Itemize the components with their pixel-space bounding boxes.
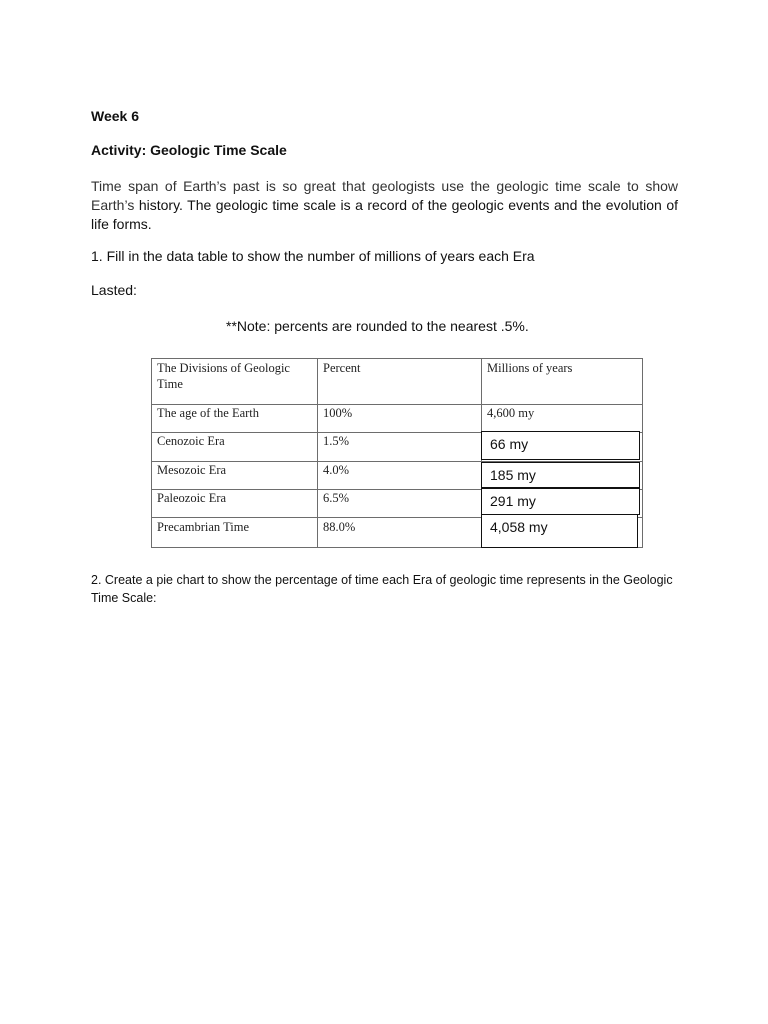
row-percent: 1.5% — [323, 434, 350, 448]
row-percent: 6.5% — [323, 491, 350, 505]
answer-box-cenozoic[interactable]: 66 my — [481, 431, 640, 460]
lasted-label: Lasted: — [91, 282, 137, 298]
row-division: Paleozoic Era — [157, 491, 227, 505]
rounding-note: **Note: percents are rounded to the nearest .5%. — [226, 318, 529, 334]
row-percent: 100% — [323, 406, 353, 420]
header-millions: Millions of years — [487, 361, 573, 375]
row-division: Mesozoic Era — [157, 463, 227, 477]
intro-lead: Time span of Earth’s past is so great that geologists use the geologic time scale to show Earth’s — [91, 178, 678, 213]
row-division: Cenozoic Era — [157, 434, 225, 448]
row-division: Precambrian Time — [157, 520, 250, 534]
row-years: 4,600 my — [487, 406, 535, 420]
intro-paragraph — [91, 177, 678, 234]
intro-rest: history. The geologic time scale is a record of the geologic events and the evolution of life forms. — [91, 197, 678, 232]
header-percent: Percent — [323, 361, 361, 375]
answer-box-paleozoic[interactable]: 291 my — [481, 488, 640, 515]
question-1: 1. Fill in the data table to show the number of millions of years each Era — [91, 248, 535, 264]
row-percent: 4.0% — [323, 463, 350, 477]
question-2: 2. Create a pie chart to show the percentage of time each Era of geologic time represents in the Geologic Time Scale: — [91, 573, 673, 605]
answer-box-precambrian[interactable]: 4,058 my — [481, 514, 638, 548]
column-divider — [317, 359, 318, 547]
activity-title: Activity: Geologic Time Scale — [91, 142, 287, 158]
row-division: The age of the Earth — [157, 406, 260, 420]
week-title: Week 6 — [91, 108, 139, 124]
answer-box-mesozoic[interactable]: 185 my — [481, 462, 640, 488]
header-divisions: The Divisions of Geologic Time — [157, 361, 290, 391]
row-percent: 88.0% — [323, 520, 356, 534]
